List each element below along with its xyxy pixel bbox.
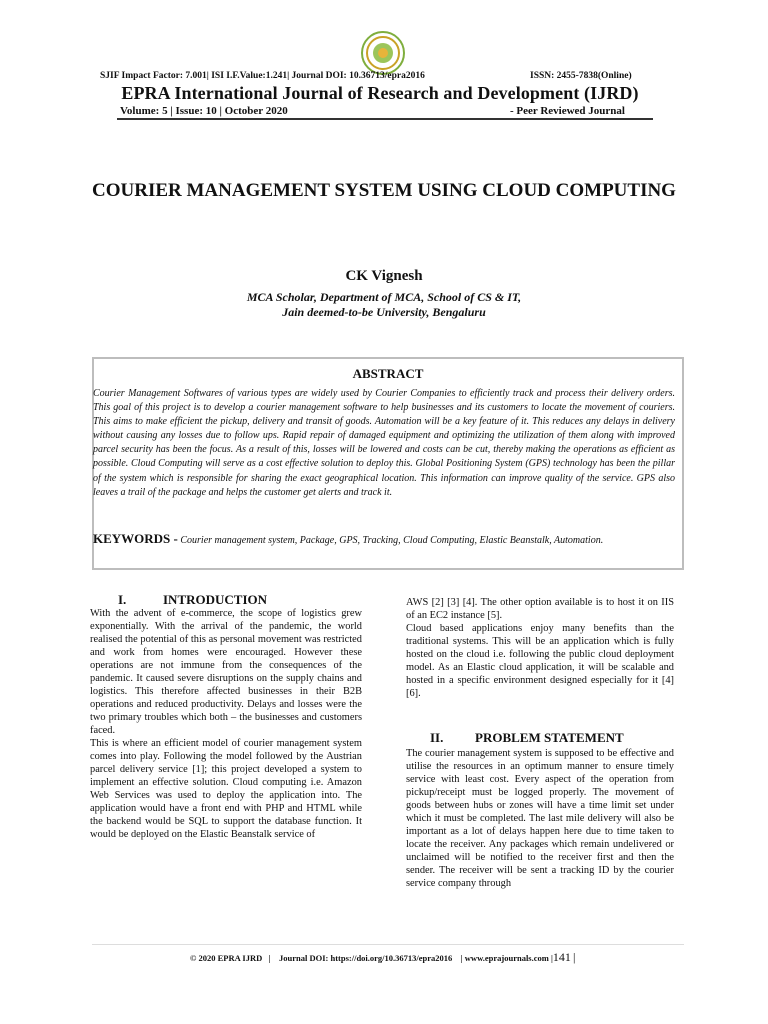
right-column-bottom — [406, 747, 674, 890]
footer-doi: Journal DOI: https://doi.org/10.36713/epra2016 — [278, 953, 453, 963]
footer-copyright: © 2020 EPRA IJRD — [190, 953, 263, 963]
section-2-number: II. — [430, 730, 444, 745]
right-paragraph-1: AWS [2] [3] [4]. The other option available is to host it on IIS of an EC2 instance [5]. — [406, 597, 674, 621]
affiliation-line-2: Jain deemed-to-be University, Bengaluru — [282, 305, 486, 319]
right-column-top — [406, 596, 674, 700]
affiliation-line-1: MCA Scholar, Department of MCA, School of CS & IT, — [246, 290, 522, 304]
intro-paragraph-1: With the advent of e-commerce, the scope of logistics grew exponentially. With the arrival of the pandemic, the world realised the potential of this as personal movement was restricted and work from homes were encouraged. However these operations are not immune from the consequences of the pandemic. It caused severe disruptions on the supply chains and logistics. This therefore affected businesses in their B2B operations and reduced productivity. Delays and losses were the two primary troubles which both – the businesses and customers faced. — [90, 608, 362, 736]
volume-issue: Volume: 5 | Issue: 10 | October 2020 — [120, 105, 288, 117]
header-divider — [117, 118, 653, 120]
issn-text: ISSN: 2455-7838(Online) — [530, 71, 632, 81]
section-1-title: INTRODUCTION — [163, 592, 268, 607]
author-affiliation — [84, 290, 684, 320]
abstract-heading: ABSTRACT — [352, 366, 424, 381]
page-footer — [190, 950, 690, 965]
problem-paragraph-1: The courier management system is supposed to be effective and utilise the resources in an optimum manner to ensure timely service with least cost. Every aspect of the operation from pickup/receipt must be logged properly. The movement of goods between hubs or zones will have a time limit set under which it must be completed. The last mile delivery will also be important as a lot of delays happen here due to time taken to locate the receiver. Any packages which remain undelivered or unclaimed will be notified to the receiver first and then the sender. The receiver will be sent a tracking ID by the courier service company through — [406, 748, 674, 889]
right-paragraph-2: Cloud based applications enjoy many benefits than the traditional systems. This will be an application which is fully hosted on the cloud i.e. following the public cloud deployment model. As an Elastic cloud application, it will be scalable and hosted in a specific environment designed especially for it [4] [6]. — [406, 623, 674, 699]
footer-divider — [92, 944, 684, 945]
author-name: CK Vignesh — [345, 268, 423, 284]
keywords-list: Courier management system, Package, GPS, Tracking, Cloud Computing, Elastic Beanstalk, Automation. — [177, 535, 604, 546]
section-1-heading — [118, 592, 267, 608]
keywords — [93, 532, 675, 548]
abstract-text: Courier Management Softwares of various types are widely used by Courier Companies to efficiently track and process their delivery orders. This goal of this project is to develop a courier management software to help businesses and its customers to locate the movement of couriers. This aims to make efficient the pickup, delivery and transit of goods. Automation will be a key feature of it. This reduces any delays in delivery without causing any losses due to follow ups. Rapid repair of damaged equipment and optimizing the utilization of them along with improved parcel security has been the focus. As a result of this, losses will be lowered and costs can be cut, thereby making the operations as efficient as possible. Cloud Computing will serve as a cost effective solution to deploy this. Global Positioning System (GPS) technology has been the pillar of the system which is responsible for sharing the exact geographical location. This information can improve quality of the service. GPS also leaves a trail of the package and helps the customer get alerts and track it. — [93, 388, 675, 498]
section-1-number: I. — [118, 592, 127, 607]
section-2-heading — [430, 730, 624, 746]
keywords-label: KEYWORDS - — [93, 531, 178, 546]
page-number: 141 — [552, 950, 571, 964]
footer-website: | www.eprajournals.com | — [460, 953, 553, 963]
footer-separator-2: | — [572, 950, 576, 964]
paper-title: COURIER MANAGEMENT SYSTEM USING CLOUD COMPUTING — [92, 180, 676, 201]
footer-separator-1: | — [268, 953, 271, 963]
section-2-title: PROBLEM STATEMENT — [475, 730, 624, 745]
peer-reviewed-label: - Peer Reviewed Journal — [510, 105, 625, 117]
impact-factor-text: SJIF Impact Factor: 7.001| ISI I.F.Value:1.241| Journal DOI: 10.36713/epra2016 — [100, 71, 425, 81]
header-impact-line — [100, 71, 652, 81]
journal-name: EPRA International Journal of Research and Development (IJRD) — [121, 83, 639, 103]
journal-logo-icon — [360, 30, 406, 76]
intro-paragraph-2: This is where an efficient model of courier management system comes into play. Following the model followed by the Austrian parcel delivery service [1]; this project developed a system to implement an effective solution. Cloud computing i.e. Amazon Web Services was used to deploy the application into. The application would have a front end with PHP and HTML while the backend would be SQL to support the database function. It would be deployed on the Elastic Beanstalk service of — [90, 738, 362, 840]
left-column — [90, 607, 362, 841]
